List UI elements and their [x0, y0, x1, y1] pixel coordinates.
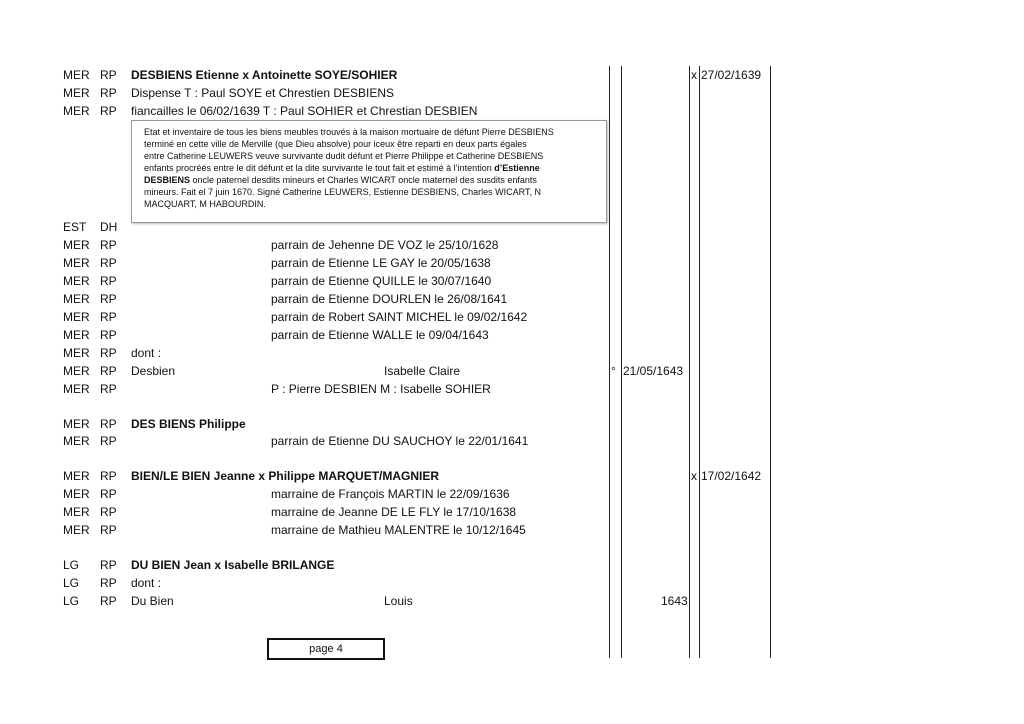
table-row: [0, 574, 1024, 592]
parish-code: MER: [63, 469, 90, 483]
note-line: Etat et inventaire de tous les biens meubles trouvés à la maison mortuaire de défunt Pierre DESBIENS: [144, 127, 554, 137]
event-mark: x: [691, 68, 697, 82]
parish-code: MER: [63, 505, 90, 519]
record-type: RP: [100, 558, 117, 572]
parish-code: MER: [63, 434, 90, 448]
entry-text: DU BIEN Jean x Isabelle BRILANGE: [131, 558, 335, 572]
parish-code: LG: [63, 594, 80, 608]
record-type: RP: [100, 487, 117, 501]
note-line: terminé en cette ville de Merville (que Dieu absolve) pour iceux être reparti en deux parts égales: [144, 139, 527, 149]
entry-detail: parrain de Etienne DOURLEN le 26/08/1641: [271, 292, 508, 306]
parish-code: MER: [63, 346, 90, 360]
entry-text: DESBIENS Etienne x Antoinette SOYE/SOHIER: [131, 68, 398, 82]
note-bold-name: DESBIENS: [144, 175, 191, 185]
event-mark: °: [611, 364, 616, 378]
record-type: RP: [100, 310, 117, 324]
parish-code: MER: [63, 487, 90, 501]
table-row: [0, 467, 1024, 485]
record-type: RP: [100, 274, 117, 288]
note-line: DESBIENS oncle paternel desdits mineurs et Charles WICART oncle maternel des susdits enfants: [144, 175, 537, 185]
record-type: RP: [100, 86, 117, 100]
record-type: RP: [100, 576, 117, 590]
record-type: RP: [100, 68, 117, 82]
first-name: Isabelle Claire: [384, 364, 461, 378]
parish-code: MER: [63, 523, 90, 537]
entry-detail: marraine de Mathieu MALENTRE le 10/12/1645: [271, 523, 526, 537]
record-type: RP: [100, 505, 117, 519]
parish-code: MER: [63, 364, 90, 378]
record-type: RP: [100, 346, 117, 360]
parish-code: MER: [63, 417, 90, 431]
entry-detail: parrain de Etienne QUILLE le 30/07/1640: [271, 274, 492, 288]
record-type: RP: [100, 417, 117, 431]
first-name: Louis: [384, 594, 413, 608]
inventory-note-text: [144, 126, 600, 210]
inventory-note: [131, 120, 607, 223]
event-mark: x: [691, 469, 697, 483]
note-line: enfants procréés entre le dit défunt et la dite survivante le tout fait et estimé à l’intention d’Estienne: [144, 163, 540, 173]
page-number: page 4: [267, 638, 385, 660]
record-type: RP: [100, 256, 117, 270]
entry-detail: parrain de Etienne LE GAY le 20/05/1638: [271, 256, 491, 270]
entry-text: Desbien: [131, 364, 176, 378]
entry-detail: P : Pierre DESBIEN M : Isabelle SOHIER: [271, 382, 491, 396]
table-row: [0, 308, 1024, 326]
entry-text: dont :: [131, 346, 162, 360]
parish-code: MER: [63, 382, 90, 396]
parish-code: MER: [63, 328, 90, 342]
record-type: RP: [100, 523, 117, 537]
note-bold-name: d’Estienne: [494, 163, 540, 173]
table-row: [0, 344, 1024, 362]
entry-text: Du Bien: [131, 594, 174, 608]
parish-code: EST: [63, 220, 87, 234]
table-row: [0, 326, 1024, 344]
note-line: MACQUART, M HABOURDIN.: [144, 199, 266, 209]
event-date: 17/02/1642: [701, 469, 762, 483]
record-type: RP: [100, 328, 117, 342]
table-row: [0, 254, 1024, 272]
record-type: RP: [100, 104, 117, 118]
event-date: 27/02/1639: [701, 68, 762, 82]
entry-detail: parrain de Etienne WALLE le 09/04/1643: [271, 328, 489, 342]
record-type: RP: [100, 594, 117, 608]
note-line: entre Catherine LEUWERS veuve survivante dudit défunt et Pierre Philippe et Catherine DESBIENS: [144, 151, 544, 161]
entry-text: fiancailles le 06/02/1639 T : Paul SOHIER et Chrestian DESBIEN: [131, 104, 478, 118]
parish-code: MER: [63, 68, 90, 82]
table-row: [0, 272, 1024, 290]
table-row: [0, 290, 1024, 308]
table-row: [0, 66, 1024, 84]
table-row: [0, 415, 1024, 433]
entry-detail: marraine de Jeanne DE LE FLY le 17/10/1638: [271, 505, 517, 519]
entry-detail: marraine de François MARTIN le 22/09/1636: [271, 487, 510, 501]
note-line: mineurs. Fait el 7 juin 1670. Signé Catherine LEUWERS, Estienne DESBIENS, Charles WICART, N: [144, 187, 541, 197]
entry-detail: parrain de Robert SAINT MICHEL le 09/02/1642: [271, 310, 528, 324]
table-row: [0, 556, 1024, 574]
table-row: [0, 236, 1024, 254]
table-row: [0, 362, 1024, 380]
parish-code: MER: [63, 256, 90, 270]
record-type: RP: [100, 434, 117, 448]
record-type: RP: [100, 364, 117, 378]
entry-text: dont :: [131, 576, 162, 590]
entry-detail: parrain de Jehenne DE VOZ le 25/10/1628: [271, 238, 499, 252]
parish-code: MER: [63, 292, 90, 306]
entry-text: Dispense T : Paul SOYE et Chrestien DESBIENS: [131, 86, 395, 100]
record-type: DH: [100, 220, 118, 234]
parish-code: MER: [63, 104, 90, 118]
table-row: [0, 380, 1024, 398]
record-type: RP: [100, 292, 117, 306]
parish-code: LG: [63, 576, 80, 590]
record-type: RP: [100, 382, 117, 396]
table-row: [0, 84, 1024, 102]
parish-code: MER: [63, 86, 90, 100]
table-row: [0, 521, 1024, 539]
parish-code: MER: [63, 238, 90, 252]
record-type: RP: [100, 238, 117, 252]
entry-text: DES BIENS Philippe: [131, 417, 246, 431]
table-row: [0, 485, 1024, 503]
parish-code: MER: [63, 274, 90, 288]
record-type: RP: [100, 469, 117, 483]
table-row: [0, 102, 1024, 120]
entry-text: BIEN/LE BIEN Jeanne x Philippe MARQUET/MAGNIER: [131, 469, 440, 483]
table-row: [0, 432, 1024, 450]
entry-detail: parrain de Etienne DU SAUCHOY le 22/01/1641: [271, 434, 529, 448]
parish-code: MER: [63, 310, 90, 324]
parish-code: LG: [63, 558, 80, 572]
table-row: [0, 503, 1024, 521]
table-row: [0, 592, 1024, 610]
event-year: 1643: [661, 594, 688, 608]
event-date: 21/05/1643: [623, 364, 684, 378]
